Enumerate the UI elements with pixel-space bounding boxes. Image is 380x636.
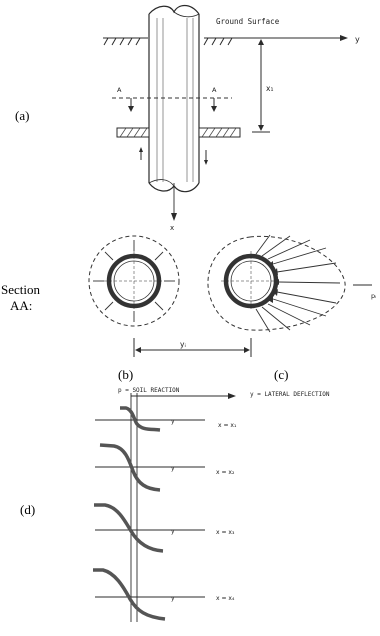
- curve-4-y-label: y: [171, 595, 175, 602]
- py-curves: [93, 387, 330, 622]
- section-a-right-label: A: [212, 86, 217, 94]
- section-c-nonuniform-pressure: [208, 235, 376, 332]
- x-axis-arrow: [171, 213, 177, 221]
- curve-2-y-label: y: [171, 465, 175, 472]
- ground-hatch-left: [104, 38, 140, 45]
- curve-4-depth-label: x = x₄: [216, 595, 235, 602]
- soil-reaction-label: p = SOIL REACTION: [118, 387, 180, 394]
- y-axis-label: y: [355, 35, 360, 44]
- deflection-label: yᵢ: [180, 340, 186, 349]
- section-a-left-label: A: [117, 86, 122, 94]
- curve-2-depth-label: x = x₂: [216, 469, 235, 476]
- panel-label-b: (b): [118, 367, 134, 382]
- section-b-uniform-pressure: [89, 236, 179, 326]
- section-a-left-arrow: [128, 106, 134, 112]
- ground-hatch-right: [204, 38, 232, 45]
- pile-break-top: [149, 6, 199, 15]
- panel-label-d: (d): [20, 502, 36, 517]
- curve-1-y-label: y: [171, 418, 175, 425]
- panel-label-a: (a): [15, 108, 30, 123]
- ground-surface-label: Ground Surface: [216, 17, 280, 26]
- curve-1: [120, 408, 160, 430]
- lateral-deflection-label: y = LATERAL DEFLECTION: [250, 391, 330, 398]
- section-label-line1: Section: [1, 282, 40, 297]
- curve-4: [93, 570, 165, 619]
- pile-elevation: [103, 6, 360, 233]
- section-label-line2: AA:: [10, 298, 33, 313]
- curve-3-y-label: y: [171, 528, 175, 535]
- curve-1-depth-label: x = x₁: [218, 422, 237, 429]
- section-a-right-arrow: [211, 106, 217, 112]
- x-axis-label: x: [170, 224, 175, 232]
- deflection-dimension: [134, 338, 251, 357]
- depth-label: x₁: [266, 84, 274, 93]
- curve-3: [94, 505, 163, 551]
- panel-label-c: (c): [274, 367, 289, 382]
- pressure-label: pᵢ: [371, 292, 377, 300]
- y-axis-arrow: [340, 35, 348, 41]
- curve-3-depth-label: x = x₃: [216, 529, 235, 536]
